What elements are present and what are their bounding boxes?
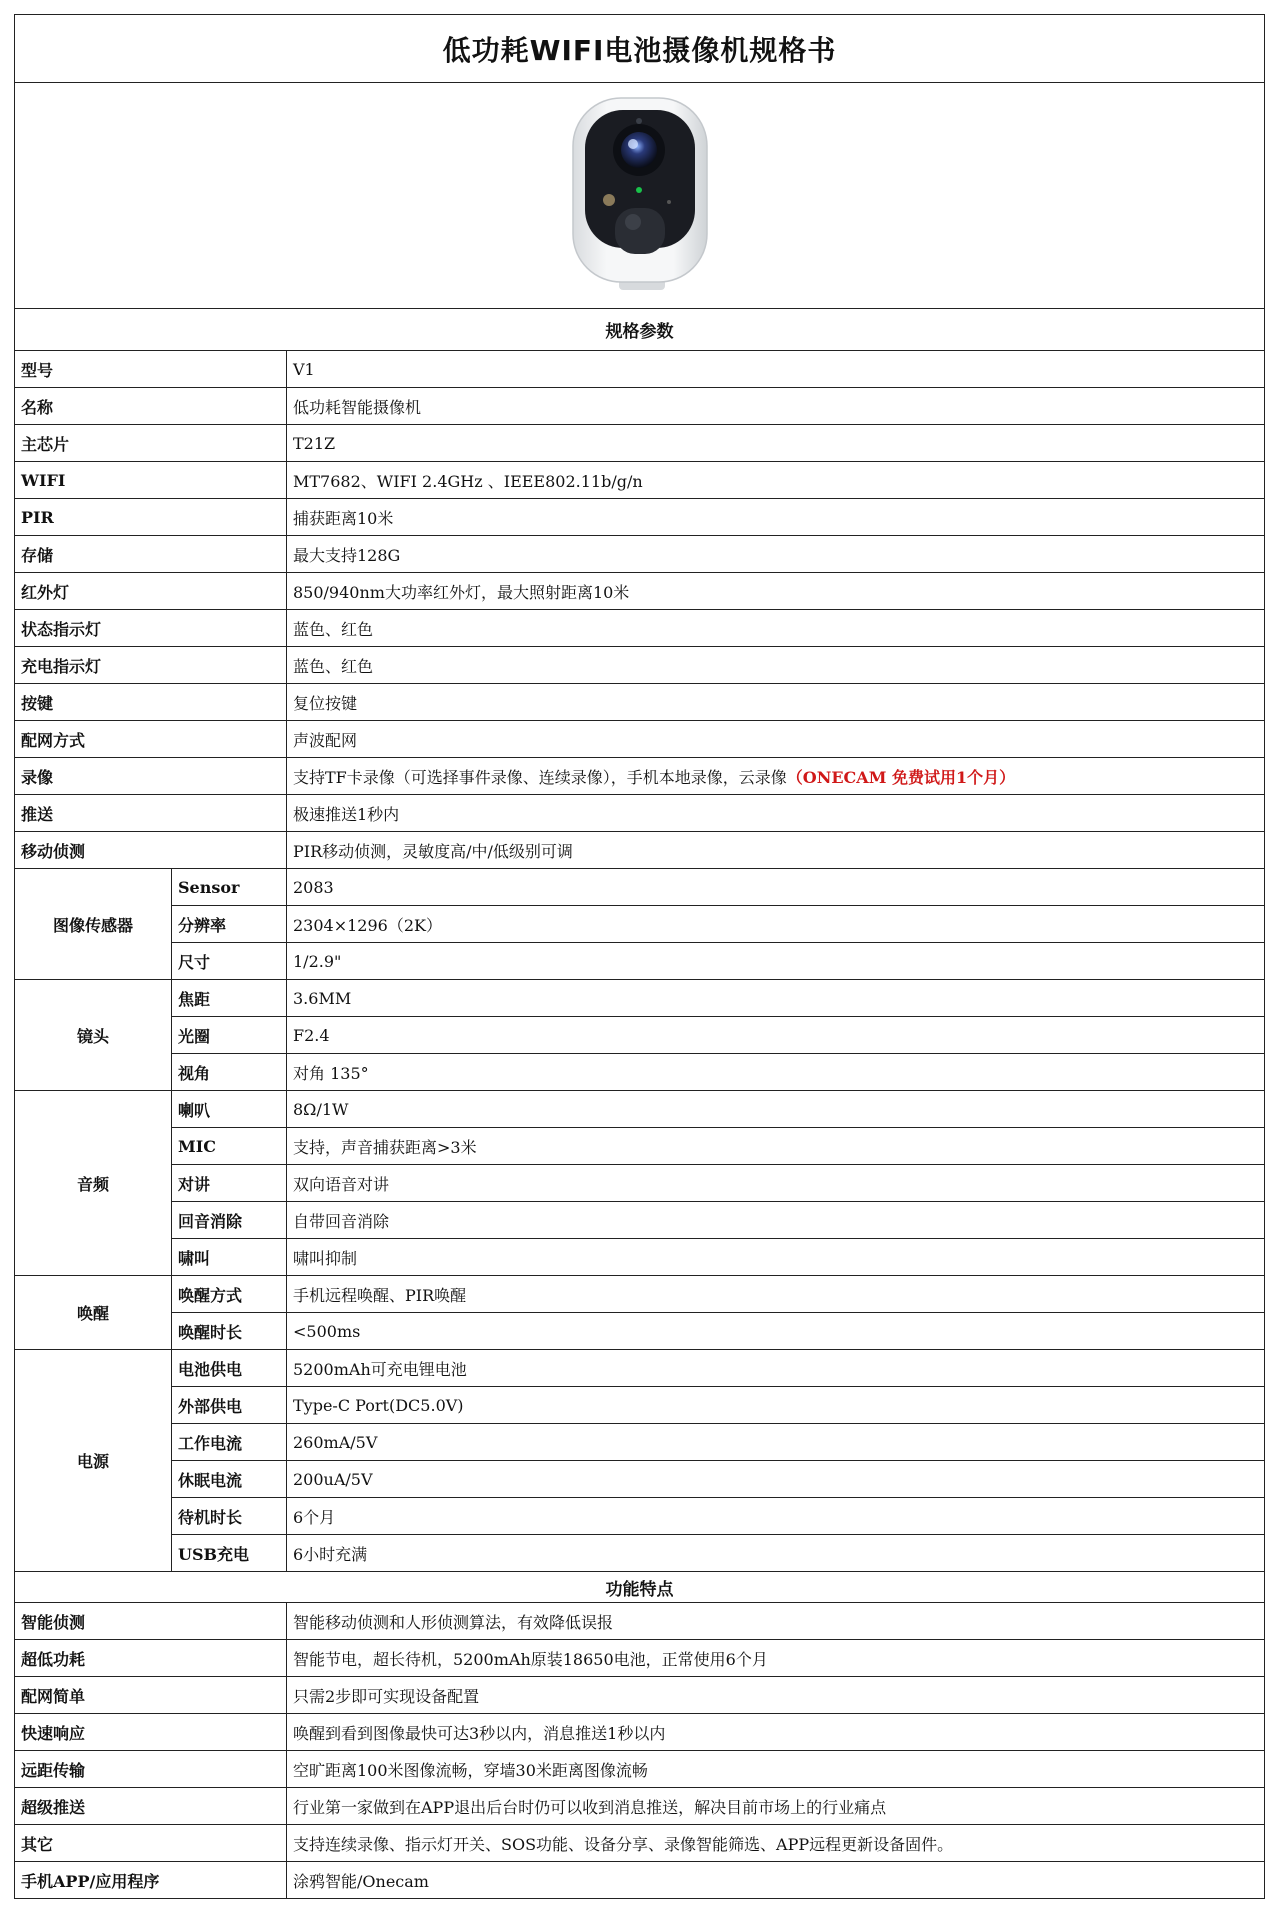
spec-row	[15, 795, 1265, 832]
group-row	[15, 1202, 1265, 1239]
spec-value-text: 复位按键	[293, 693, 358, 713]
group-sub-label: 外部供电	[172, 1387, 287, 1424]
feature-value: 智能节电，超长待机，5200mAh原装18650电池，正常使用6个月	[287, 1640, 1265, 1677]
feature-value: 涂鸦智能/Onecam	[287, 1862, 1265, 1899]
spec-label: 主芯片	[15, 425, 287, 462]
spec-value-text: 蓝色、红色	[293, 656, 374, 676]
group-sub-label: 对讲	[172, 1165, 287, 1202]
spec-value-highlight: （ONECAM 免费试用1个月）	[786, 767, 1016, 787]
group-row	[15, 1498, 1265, 1535]
group-sub-value: 手机远程唤醒、PIR唤醒	[287, 1276, 1265, 1313]
group-sub-label: Sensor	[172, 869, 287, 906]
spec-value	[287, 425, 1265, 462]
spec-label: 推送	[15, 795, 287, 832]
section-header-specs: 规格参数	[15, 309, 1265, 351]
page-title: 低功耗WIFI电池摄像机规格书	[15, 15, 1265, 83]
spec-label: 配网方式	[15, 721, 287, 758]
spec-value	[287, 573, 1265, 610]
feature-label: 手机APP/应用程序	[15, 1862, 287, 1899]
spec-row	[15, 647, 1265, 684]
spec-row	[15, 573, 1265, 610]
spec-value	[287, 351, 1265, 388]
group-row	[15, 980, 1265, 1017]
group-sub-label: 焦距	[172, 980, 287, 1017]
group-label: 镜头	[15, 980, 172, 1091]
spec-value	[287, 832, 1265, 869]
feature-section-row	[15, 1572, 1265, 1603]
spec-label: 录像	[15, 758, 287, 795]
group-sub-label: 视角	[172, 1054, 287, 1091]
group-row	[15, 1017, 1265, 1054]
group-sub-value: 260mA/5V	[287, 1424, 1265, 1461]
group-row	[15, 1091, 1265, 1128]
spec-label: 充电指示灯	[15, 647, 287, 684]
spec-value-text: T21Z	[293, 433, 336, 453]
spec-value	[287, 795, 1265, 832]
spec-sheet	[14, 14, 1264, 1899]
group-sub-label: 唤醒时长	[172, 1313, 287, 1350]
feature-label: 快速响应	[15, 1714, 287, 1751]
group-sub-label: 啸叫	[172, 1239, 287, 1276]
spec-value-text: 850/940nm大功率红外灯，最大照射距离10米	[293, 582, 630, 602]
section-header-features: 功能特点	[15, 1572, 1265, 1603]
group-row	[15, 1350, 1265, 1387]
spec-row	[15, 721, 1265, 758]
spec-value-text: 最大支持128G	[293, 545, 401, 565]
spec-row	[15, 684, 1265, 721]
feature-label: 其它	[15, 1825, 287, 1862]
group-row	[15, 1128, 1265, 1165]
group-sub-value: 200uA/5V	[287, 1461, 1265, 1498]
feature-value: 行业第一家做到在APP退出后台时仍可以收到消息推送，解决目前市场上的行业痛点	[287, 1788, 1265, 1825]
group-label: 音频	[15, 1091, 172, 1276]
spec-value	[287, 684, 1265, 721]
group-row	[15, 869, 1265, 906]
feature-row	[15, 1677, 1265, 1714]
group-sub-label: 工作电流	[172, 1424, 287, 1461]
group-sub-value: 啸叫抑制	[287, 1239, 1265, 1276]
group-sub-value: 3.6MM	[287, 980, 1265, 1017]
spec-row	[15, 499, 1265, 536]
spec-value-text: 低功耗智能摄像机	[293, 397, 422, 417]
feature-value: 空旷距离100米图像流畅，穿墙30米距离图像流畅	[287, 1751, 1265, 1788]
group-sub-label: 休眠电流	[172, 1461, 287, 1498]
group-sub-value: 6个月	[287, 1498, 1265, 1535]
group-sub-value: 5200mAh可充电锂电池	[287, 1350, 1265, 1387]
group-sub-value: 2304×1296（2K）	[287, 906, 1265, 943]
group-sub-label: 回音消除	[172, 1202, 287, 1239]
group-row	[15, 1054, 1265, 1091]
feature-value: 唤醒到看到图像最快可达3秒以内，消息推送1秒以内	[287, 1714, 1265, 1751]
feature-row	[15, 1825, 1265, 1862]
image-row	[15, 83, 1265, 309]
spec-label: 按键	[15, 684, 287, 721]
spec-table	[14, 14, 1265, 1899]
spec-value-text: PIR移动侦测，灵敏度高/中/低级别可调	[293, 841, 573, 861]
spec-value-text: V1	[293, 359, 315, 379]
group-sub-value: 支持，声音捕获距离>3米	[287, 1128, 1265, 1165]
camera-product-icon	[565, 94, 715, 304]
spec-section-row	[15, 309, 1265, 351]
spec-row	[15, 388, 1265, 425]
product-image-cell	[15, 83, 1265, 309]
group-sub-label: 分辨率	[172, 906, 287, 943]
spec-value-text: 声波配网	[293, 730, 358, 750]
spec-label: WIFI	[15, 462, 287, 499]
group-sub-value: Type-C Port(DC5.0V)	[287, 1387, 1265, 1424]
group-sub-label: 尺寸	[172, 943, 287, 980]
feature-row	[15, 1640, 1265, 1677]
title-row	[15, 15, 1265, 83]
spec-row	[15, 536, 1265, 573]
spec-label: 型号	[15, 351, 287, 388]
spec-label: 存储	[15, 536, 287, 573]
group-row	[15, 906, 1265, 943]
group-sub-label: 喇叭	[172, 1091, 287, 1128]
group-row	[15, 943, 1265, 980]
group-sub-label: 电池供电	[172, 1350, 287, 1387]
feature-label: 超低功耗	[15, 1640, 287, 1677]
spec-label: PIR	[15, 499, 287, 536]
group-sub-label: 待机时长	[172, 1498, 287, 1535]
spec-value	[287, 499, 1265, 536]
group-row	[15, 1165, 1265, 1202]
group-row	[15, 1535, 1265, 1572]
spec-value-text: 捕获距离10米	[293, 508, 394, 528]
feature-row	[15, 1714, 1265, 1751]
spec-value	[287, 721, 1265, 758]
group-sub-value: 对角 135°	[287, 1054, 1265, 1091]
group-label: 电源	[15, 1350, 172, 1572]
spec-row	[15, 758, 1265, 795]
spec-value-text: 极速推送1秒内	[293, 804, 400, 824]
spec-label: 名称	[15, 388, 287, 425]
group-sub-label: MIC	[172, 1128, 287, 1165]
group-sub-value: 2083	[287, 869, 1265, 906]
group-row	[15, 1424, 1265, 1461]
group-label: 唤醒	[15, 1276, 172, 1350]
spec-value	[287, 462, 1265, 499]
group-sub-value: <500ms	[287, 1313, 1265, 1350]
feature-label: 智能侦测	[15, 1603, 287, 1640]
spec-value	[287, 536, 1265, 573]
group-row	[15, 1387, 1265, 1424]
group-sub-value: 自带回音消除	[287, 1202, 1265, 1239]
feature-value: 智能移动侦测和人形侦测算法，有效降低误报	[287, 1603, 1265, 1640]
group-sub-value: 6小时充满	[287, 1535, 1265, 1572]
group-label: 图像传感器	[15, 869, 172, 980]
group-sub-value: F2.4	[287, 1017, 1265, 1054]
feature-label: 超级推送	[15, 1788, 287, 1825]
spec-row	[15, 425, 1265, 462]
spec-row	[15, 610, 1265, 647]
group-row	[15, 1239, 1265, 1276]
group-sub-value: 8Ω/1W	[287, 1091, 1265, 1128]
feature-row	[15, 1788, 1265, 1825]
feature-value: 支持连续录像、指示灯开关、SOS功能、设备分享、录像智能筛选、APP远程更新设备固件。	[287, 1825, 1265, 1862]
group-row	[15, 1276, 1265, 1313]
spec-value	[287, 647, 1265, 684]
group-sub-value: 1/2.9"	[287, 943, 1265, 980]
spec-row	[15, 832, 1265, 869]
group-sub-label: 光圈	[172, 1017, 287, 1054]
spec-label: 红外灯	[15, 573, 287, 610]
spec-value-text: MT7682、WIFI 2.4GHz 、IEEE802.11b/g/n	[293, 471, 643, 491]
group-sub-label: USB充电	[172, 1535, 287, 1572]
spec-value-text: 蓝色、红色	[293, 619, 374, 639]
spec-value-text: 支持TF卡录像（可选择事件录像、连续录像），手机本地录像，云录像	[293, 767, 787, 787]
feature-row	[15, 1603, 1265, 1640]
feature-row	[15, 1862, 1265, 1899]
group-row	[15, 1461, 1265, 1498]
spec-label: 移动侦测	[15, 832, 287, 869]
spec-value	[287, 610, 1265, 647]
spec-row	[15, 462, 1265, 499]
feature-label: 配网简单	[15, 1677, 287, 1714]
spec-value	[287, 758, 1265, 795]
spec-row	[15, 351, 1265, 388]
group-row	[15, 1313, 1265, 1350]
group-sub-value: 双向语音对讲	[287, 1165, 1265, 1202]
feature-row	[15, 1751, 1265, 1788]
feature-label: 远距传输	[15, 1751, 287, 1788]
spec-label: 状态指示灯	[15, 610, 287, 647]
spec-value	[287, 388, 1265, 425]
feature-value: 只需2步即可实现设备配置	[287, 1677, 1265, 1714]
group-sub-label: 唤醒方式	[172, 1276, 287, 1313]
